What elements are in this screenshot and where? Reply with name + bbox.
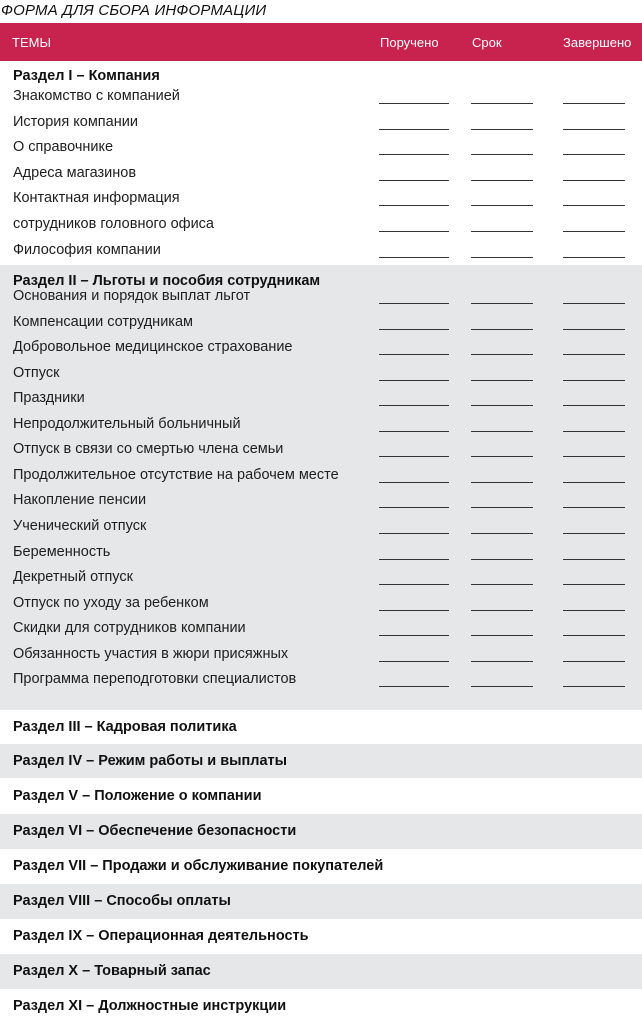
section-6 — [0, 814, 642, 849]
due-blank[interactable] — [471, 610, 533, 611]
assigned-blank[interactable] — [379, 205, 449, 206]
table-header — [0, 23, 642, 61]
topic-label: Знакомство с компанией — [13, 88, 180, 104]
list-item — [0, 163, 642, 188]
section-title: Раздел VI – Обеспечение безопасности — [13, 823, 297, 839]
topic-label: О справочнике — [13, 139, 114, 156]
section-title: Раздел X – Товарный запас — [13, 963, 211, 979]
form-title: ФОРМА ДЛЯ СБОРА ИНФОРМАЦИИ — [1, 2, 267, 19]
section-2 — [0, 265, 642, 710]
list-item — [0, 593, 642, 618]
assigned-blank[interactable] — [379, 482, 449, 483]
list-item — [0, 669, 642, 694]
list-item — [0, 86, 642, 111]
topic-label: Продолжительное отсутствие на рабочем месте — [13, 466, 339, 483]
completed-blank[interactable] — [563, 482, 625, 483]
completed-blank[interactable] — [563, 584, 625, 585]
completed-blank[interactable] — [563, 129, 625, 130]
topic-label: Ученический отпуск — [13, 517, 147, 534]
topic-label: Отпуск в связи со смертью члена семьи — [13, 441, 284, 458]
section-9 — [0, 919, 642, 954]
assigned-blank[interactable] — [379, 405, 449, 406]
assigned-blank[interactable] — [379, 354, 449, 355]
topic-label: Отпуск по уходу за ребенком — [13, 594, 209, 611]
due-blank[interactable] — [471, 154, 533, 155]
due-blank[interactable] — [471, 129, 533, 130]
topic-label: Основания и порядок выплат льгот — [13, 288, 251, 304]
due-blank[interactable] — [471, 507, 533, 508]
list-item — [0, 137, 642, 162]
assigned-blank[interactable] — [379, 686, 449, 687]
assigned-blank[interactable] — [379, 610, 449, 611]
list-item — [0, 490, 642, 515]
topic-label: Праздники — [13, 390, 85, 407]
list-item — [0, 618, 642, 643]
assigned-blank[interactable] — [379, 257, 449, 258]
assigned-blank[interactable] — [379, 661, 449, 662]
due-blank[interactable] — [471, 405, 533, 406]
due-blank[interactable] — [471, 329, 533, 330]
completed-blank[interactable] — [563, 661, 625, 662]
list-item — [0, 465, 642, 490]
completed-blank[interactable] — [563, 635, 625, 636]
due-blank[interactable] — [471, 205, 533, 206]
completed-blank[interactable] — [563, 303, 625, 304]
remaining-sections — [0, 710, 642, 1024]
completed-blank[interactable] — [563, 686, 625, 687]
completed-blank[interactable] — [563, 533, 625, 534]
header-completed: Завершено — [563, 35, 632, 50]
topic-label: Декретный отпуск — [13, 569, 133, 586]
list-item — [0, 516, 642, 541]
section-title: Раздел I – Компания — [13, 68, 160, 84]
completed-blank[interactable] — [563, 507, 625, 508]
completed-blank[interactable] — [563, 431, 625, 432]
section-title: Раздел IX – Операционная деятельность — [13, 928, 309, 944]
section-title: Раздел XI – Должностные инструкции — [13, 998, 287, 1014]
due-blank[interactable] — [471, 257, 533, 258]
assigned-blank[interactable] — [379, 180, 449, 181]
assigned-blank[interactable] — [379, 456, 449, 457]
assigned-blank[interactable] — [379, 431, 449, 432]
section-7 — [0, 849, 642, 884]
section-title: Раздел VII – Продажи и обслуживание покупателей — [13, 858, 384, 874]
section-title: Раздел VIII – Способы оплаты — [13, 893, 231, 909]
due-blank[interactable] — [471, 482, 533, 483]
assigned-blank[interactable] — [379, 231, 449, 232]
completed-blank[interactable] — [563, 559, 625, 560]
list-item — [0, 388, 642, 413]
assigned-blank[interactable] — [379, 329, 449, 330]
section-3 — [0, 710, 642, 744]
completed-blank[interactable] — [563, 380, 625, 381]
topic-label: Адреса магазинов — [13, 164, 137, 181]
completed-blank[interactable] — [563, 231, 625, 232]
due-blank[interactable] — [471, 533, 533, 534]
assigned-blank[interactable] — [379, 559, 449, 560]
assigned-blank[interactable] — [379, 380, 449, 381]
assigned-blank[interactable] — [379, 154, 449, 155]
completed-blank[interactable] — [563, 354, 625, 355]
topic-label: Добровольное медицинское страхование — [13, 339, 293, 356]
due-blank[interactable] — [471, 180, 533, 181]
list-item — [0, 312, 642, 337]
due-blank[interactable] — [471, 231, 533, 232]
list-item — [0, 414, 642, 439]
list-item — [0, 363, 642, 388]
completed-blank[interactable] — [563, 257, 625, 258]
due-blank[interactable] — [471, 559, 533, 560]
list-item — [0, 286, 642, 311]
topic-label: Накопление пенсии — [13, 492, 147, 509]
header-due: Срок — [472, 35, 502, 50]
due-blank[interactable] — [471, 380, 533, 381]
topic-label: Философия компании — [13, 241, 161, 258]
completed-blank[interactable] — [563, 405, 625, 406]
completed-blank[interactable] — [563, 329, 625, 330]
section-title: Раздел II – Льготы и пособия сотрудникам — [13, 273, 321, 289]
completed-blank[interactable] — [563, 610, 625, 611]
header-assigned: Поручено — [380, 35, 439, 50]
due-blank[interactable] — [471, 635, 533, 636]
due-blank[interactable] — [471, 661, 533, 662]
topic-label: сотрудников головного офиса — [13, 216, 214, 232]
topic-label: Программа переподготовки специалистов — [13, 671, 297, 688]
completed-blank[interactable] — [563, 180, 625, 181]
list-item — [0, 240, 642, 265]
assigned-blank[interactable] — [379, 303, 449, 304]
completed-blank[interactable] — [563, 456, 625, 457]
due-blank[interactable] — [471, 303, 533, 304]
assigned-blank[interactable] — [379, 584, 449, 585]
completed-blank[interactable] — [563, 205, 625, 206]
section-8 — [0, 884, 642, 919]
section-11 — [0, 989, 642, 1024]
topic-label: Контактная информация — [13, 190, 180, 207]
assigned-blank[interactable] — [379, 129, 449, 130]
section-title: Раздел IV – Режим работы и выплаты — [13, 753, 288, 769]
assigned-blank[interactable] — [379, 103, 449, 104]
section-1 — [0, 61, 642, 265]
due-blank[interactable] — [471, 431, 533, 432]
topic-label: Обязанность участия в жюри присяжных — [13, 645, 289, 662]
topic-label: Беременность — [13, 543, 111, 560]
assigned-blank[interactable] — [379, 533, 449, 534]
section-10 — [0, 954, 642, 989]
list-item — [0, 337, 642, 362]
completed-blank[interactable] — [563, 103, 625, 104]
section-title: Раздел V – Положение о компании — [13, 788, 262, 804]
section-5 — [0, 778, 642, 814]
topic-label: Непродолжительный больничный — [13, 415, 241, 432]
topic-label: История компании — [13, 113, 138, 130]
due-blank[interactable] — [471, 686, 533, 687]
list-item — [0, 112, 642, 137]
assigned-blank[interactable] — [379, 507, 449, 508]
list-item — [0, 567, 642, 592]
header-topics: ТЕМЫ — [12, 35, 51, 50]
list-item — [0, 644, 642, 669]
section-title: Раздел III – Кадровая политика — [13, 719, 237, 735]
completed-blank[interactable] — [563, 154, 625, 155]
topic-label: Скидки для сотрудников компании — [13, 620, 246, 637]
list-item — [0, 439, 642, 464]
list-item — [0, 214, 642, 239]
section-4 — [0, 744, 642, 778]
due-blank[interactable] — [471, 584, 533, 585]
due-blank[interactable] — [471, 354, 533, 355]
assigned-blank[interactable] — [379, 635, 449, 636]
topic-label: Отпуск — [13, 364, 60, 381]
due-blank[interactable] — [471, 103, 533, 104]
due-blank[interactable] — [471, 456, 533, 457]
list-item — [0, 542, 642, 567]
list-item — [0, 188, 642, 213]
topic-label: Компенсации сотрудникам — [13, 313, 193, 330]
